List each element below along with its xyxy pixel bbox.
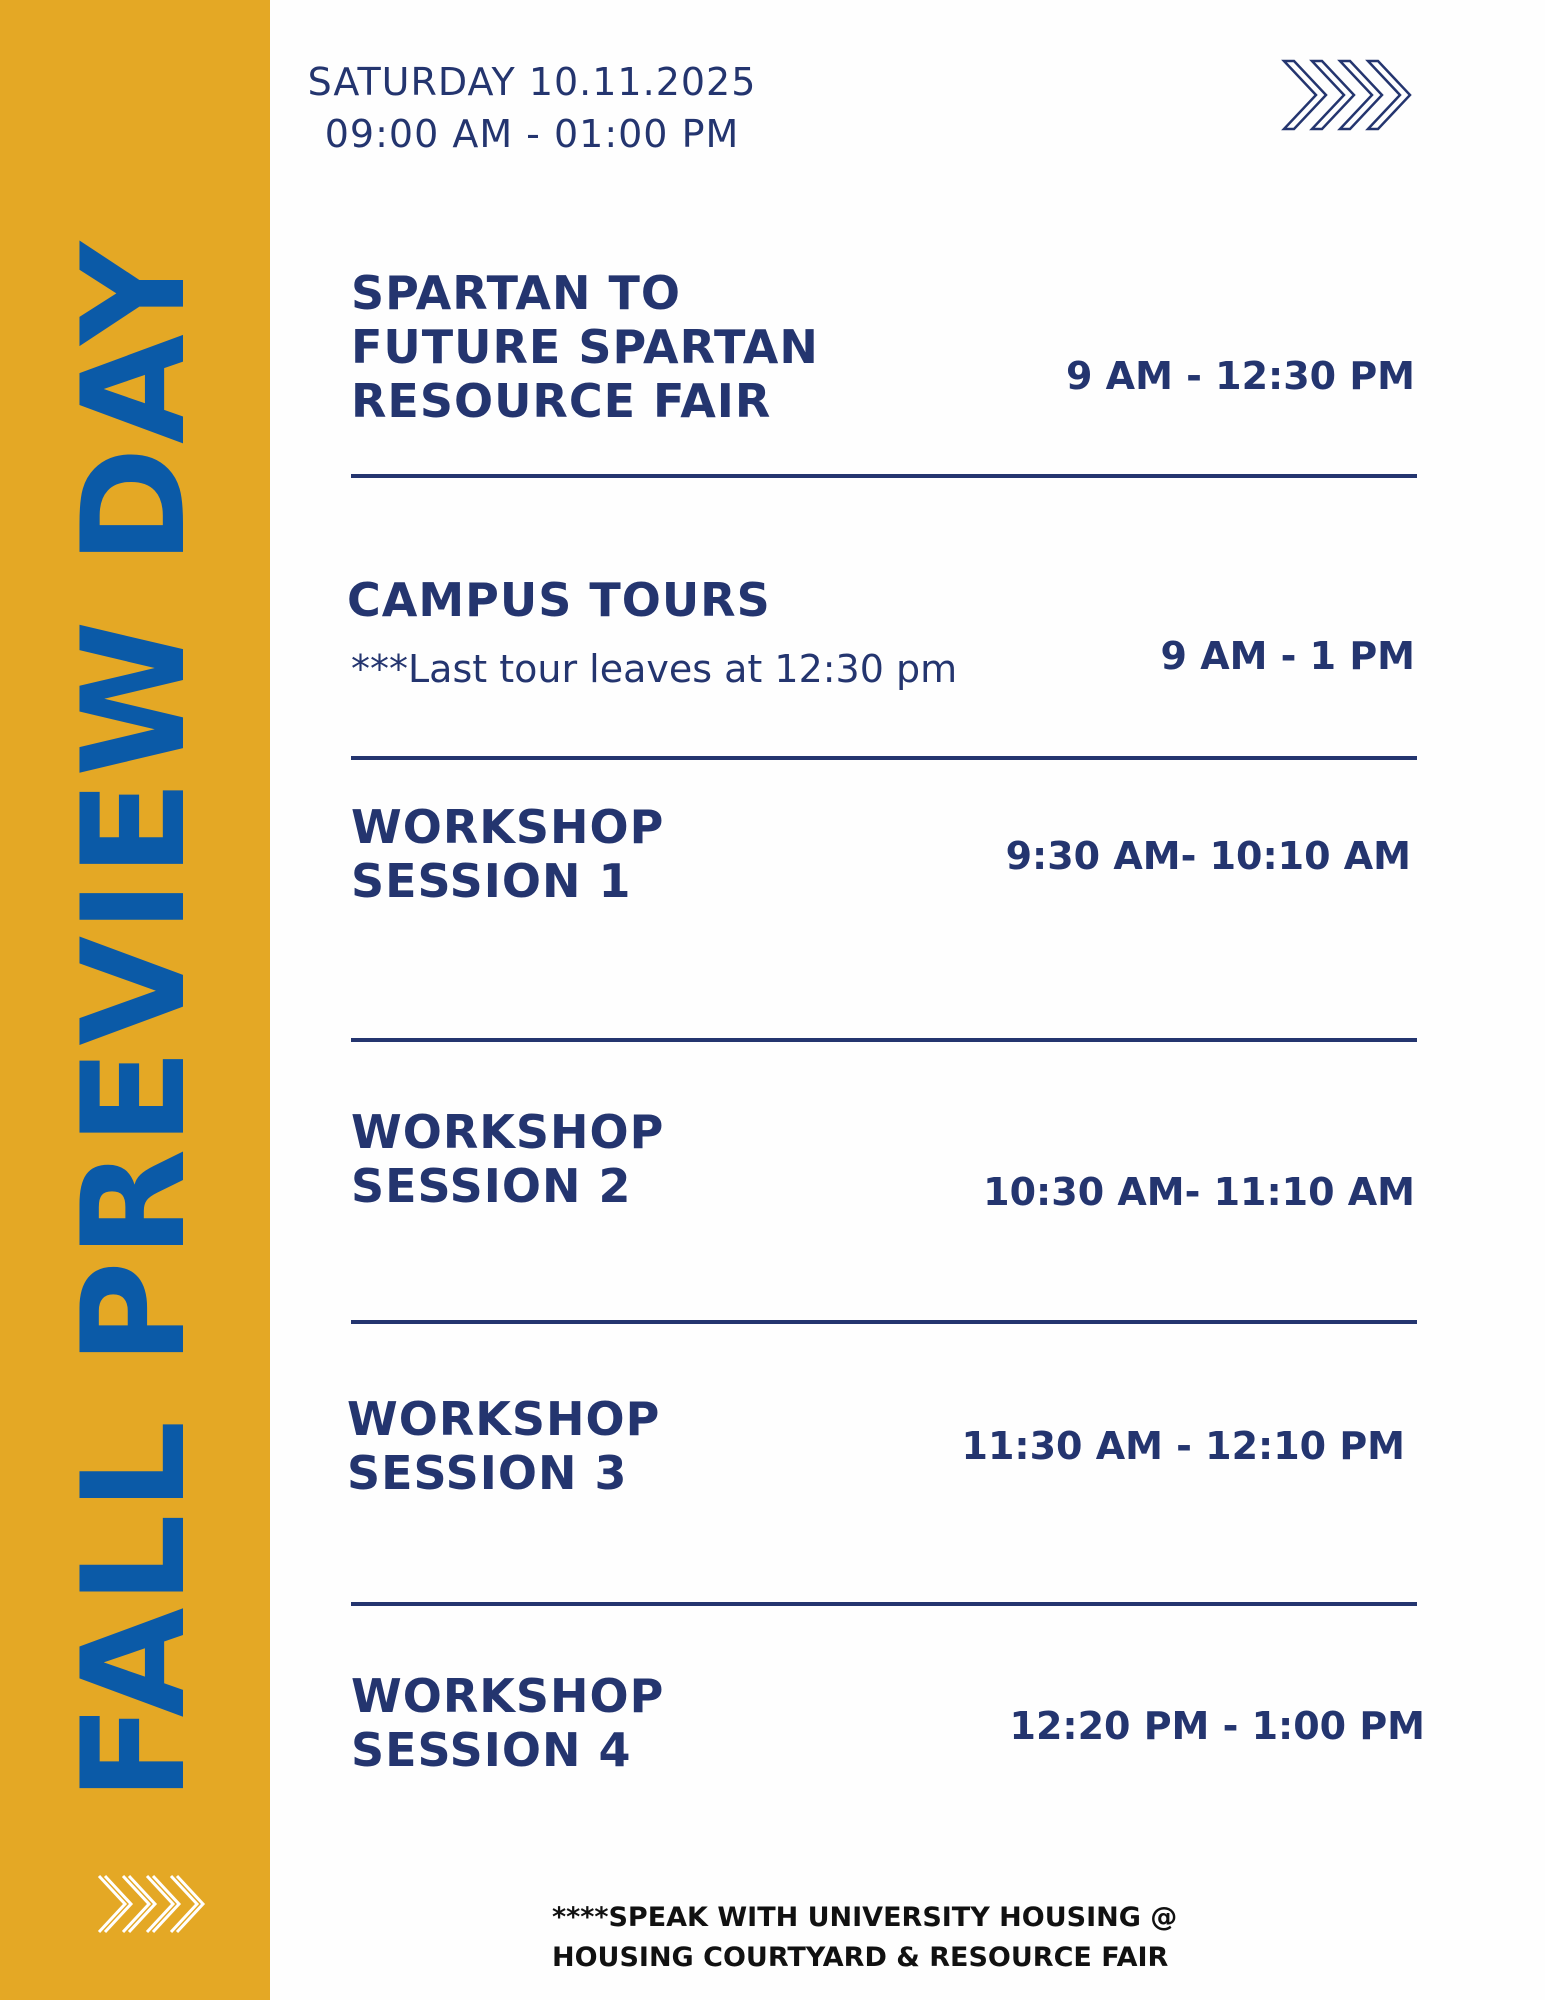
schedule-time: 11:30 AM - 12:10 PM — [961, 1424, 1405, 1468]
schedule-row-title — [351, 1105, 664, 1213]
chevrons-right-icon — [95, 1872, 215, 1936]
schedule-row-title — [351, 1669, 664, 1777]
schedule-note: ***Last tour leaves at 12:30 pm — [351, 647, 958, 691]
row-divider — [351, 756, 1417, 760]
schedule-title-line: WORKSHOP — [347, 1392, 661, 1446]
event-time-range: 09:00 AM - 01:00 PM — [324, 112, 740, 156]
event-date: SATURDAY 10.11.2025 — [307, 60, 757, 104]
schedule-title-line: WORKSHOP — [351, 1669, 665, 1723]
footer-line: HOUSING COURTYARD & RESOURCE FAIR — [552, 1942, 1169, 1973]
schedule-time: 9 AM - 12:30 PM — [1066, 354, 1415, 398]
schedule-row-title — [351, 266, 819, 428]
schedule-title-line: FUTURE SPARTAN — [351, 320, 819, 374]
schedule-row-title — [347, 1392, 660, 1500]
row-divider — [351, 1038, 1417, 1042]
footer-line: ****SPEAK WITH UNIVERSITY HOUSING @ — [552, 1902, 1178, 1933]
schedule-title-line: SESSION 1 — [351, 854, 632, 908]
schedule-time: 12:20 PM - 1:00 PM — [1009, 1704, 1425, 1748]
sidebar-title: FALL PREVIEW DAY — [52, 238, 217, 1802]
schedule-title-line: SPARTAN TO — [351, 266, 681, 320]
schedule-title-line: RESOURCE FAIR — [351, 374, 772, 428]
schedule-title-line: SESSION 4 — [351, 1723, 632, 1777]
schedule-title-line: SESSION 2 — [351, 1159, 632, 1213]
event-date-block — [282, 56, 782, 160]
schedule-title-line: WORKSHOP — [351, 800, 665, 854]
row-divider — [351, 1602, 1417, 1606]
schedule-title-line: WORKSHOP — [351, 1105, 665, 1159]
sidebar-title-wrapper — [0, 0, 270, 2000]
schedule-time: 9 AM - 1 PM — [1160, 634, 1415, 678]
schedule-row-title — [347, 573, 771, 627]
schedule-row-title — [351, 800, 664, 908]
schedule-time: 10:30 AM- 11:10 AM — [983, 1170, 1415, 1214]
schedule-title-line: SESSION 3 — [347, 1446, 628, 1500]
footer-note — [552, 1898, 1212, 1978]
schedule-time: 9:30 AM- 10:10 AM — [1005, 834, 1411, 878]
chevrons-right-icon — [1280, 55, 1420, 135]
row-divider — [351, 1320, 1417, 1324]
row-divider — [351, 474, 1417, 478]
schedule-title-line: CAMPUS TOURS — [347, 573, 771, 627]
